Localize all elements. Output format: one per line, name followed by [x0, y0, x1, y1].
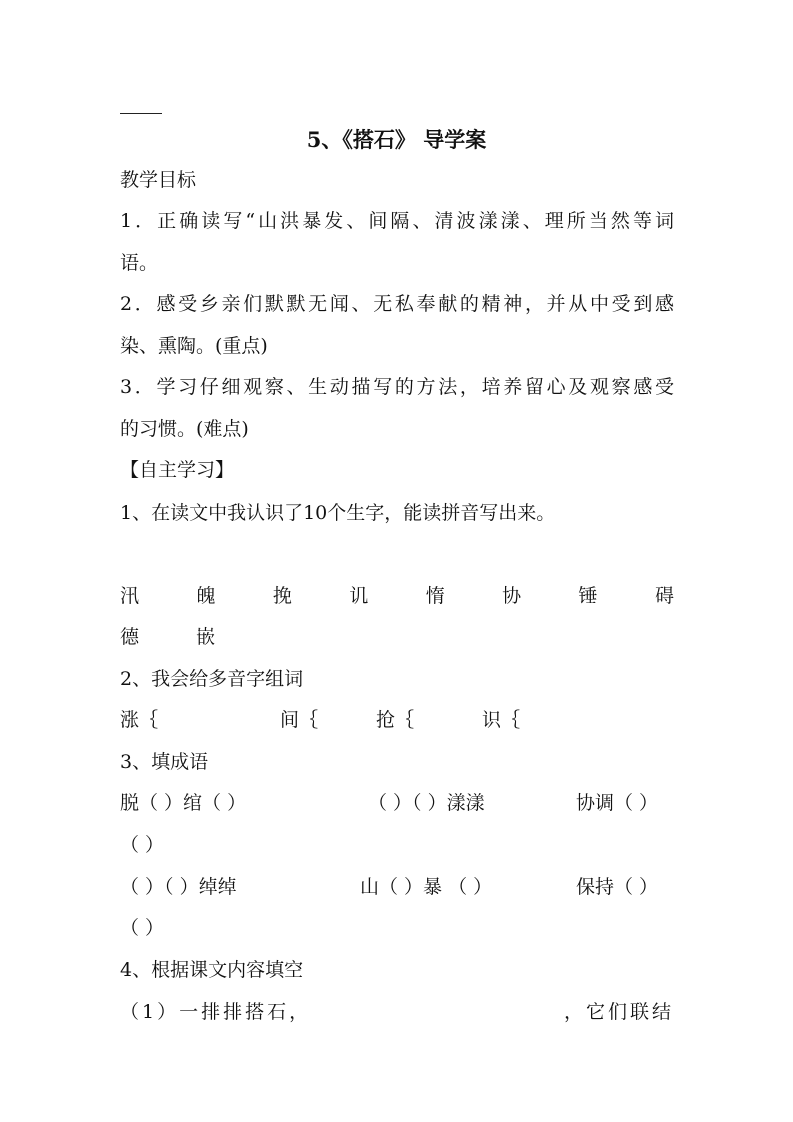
polyphone-1: 涨｛: [120, 709, 159, 731]
task-2: 2、我会给多音字组词: [120, 668, 304, 690]
character-9: 德: [120, 626, 140, 648]
idiom-row-2: [120, 875, 674, 899]
new-characters-row-1: [120, 584, 674, 608]
fill-blank-1-left: （1）一排排搭石，: [120, 1001, 312, 1023]
idiom-row-1-continued: （ ）: [120, 834, 165, 856]
fill-blank-1: [120, 1000, 674, 1024]
character-1: 汛: [120, 585, 140, 607]
character-4: 讥: [349, 585, 369, 607]
page-title: 5、《搭石》 导学案: [306, 127, 487, 152]
character-2: 魄: [196, 585, 216, 607]
idiom-1: 脱（ ）绾（ ）: [120, 792, 247, 814]
task-1: 1、在读文中我认识了10个生字，能读拼音写出来。: [120, 502, 556, 524]
polyphone-2: 间｛: [280, 709, 319, 731]
objectives-heading: 教学目标: [120, 169, 197, 191]
objective-3-line-2: 的习惯。(难点): [120, 418, 249, 440]
character-7: 锤: [578, 585, 598, 607]
fill-blank-1-right: ，它们联结: [563, 1001, 674, 1023]
character-10: 嵌: [196, 626, 216, 648]
self-study-heading: 【自主学习】: [120, 459, 235, 481]
objective-1-line-2: 语。: [120, 252, 159, 274]
polyphone-3: 抢｛: [376, 709, 415, 731]
idiom-3: 协调（ ）: [576, 792, 659, 814]
idiom-2: （ ）（ ）漾漾: [368, 792, 485, 814]
character-5: 惰: [425, 585, 445, 607]
new-characters-row-2: [120, 625, 215, 649]
task-3: 3、填成语: [120, 751, 209, 773]
objective-2-line-2: 染、熏陶。(重点): [120, 335, 268, 357]
task-4: 4、根据课文内容填空: [120, 959, 304, 981]
idiom-row-2-continued: （ ）: [120, 917, 165, 939]
idiom-4: （ ）（ ）绰绰: [120, 876, 237, 898]
character-8: 碍: [654, 585, 674, 607]
objective-3-line-1: 3．学习仔细观察、生动描写的方法，培养留心及观察感受: [120, 376, 674, 398]
idiom-row-1: [120, 791, 674, 815]
header-rule: [120, 113, 162, 114]
objective-1-line-1: 1．正确读写“山洪暴发、间隔、清波漾漾、理所当然等词: [120, 210, 674, 232]
idiom-6: 保持（ ）: [576, 876, 659, 898]
idiom-5: 山（ ）暴 （ ）: [360, 876, 493, 898]
objective-2-line-1: 2．感受乡亲们默默无闻、无私奉献的精神，并从中受到感: [120, 293, 674, 315]
polyphone-row: [120, 708, 674, 732]
character-6: 协: [502, 585, 522, 607]
polyphone-4: 识｛: [482, 709, 521, 731]
character-3: 挽: [272, 585, 292, 607]
